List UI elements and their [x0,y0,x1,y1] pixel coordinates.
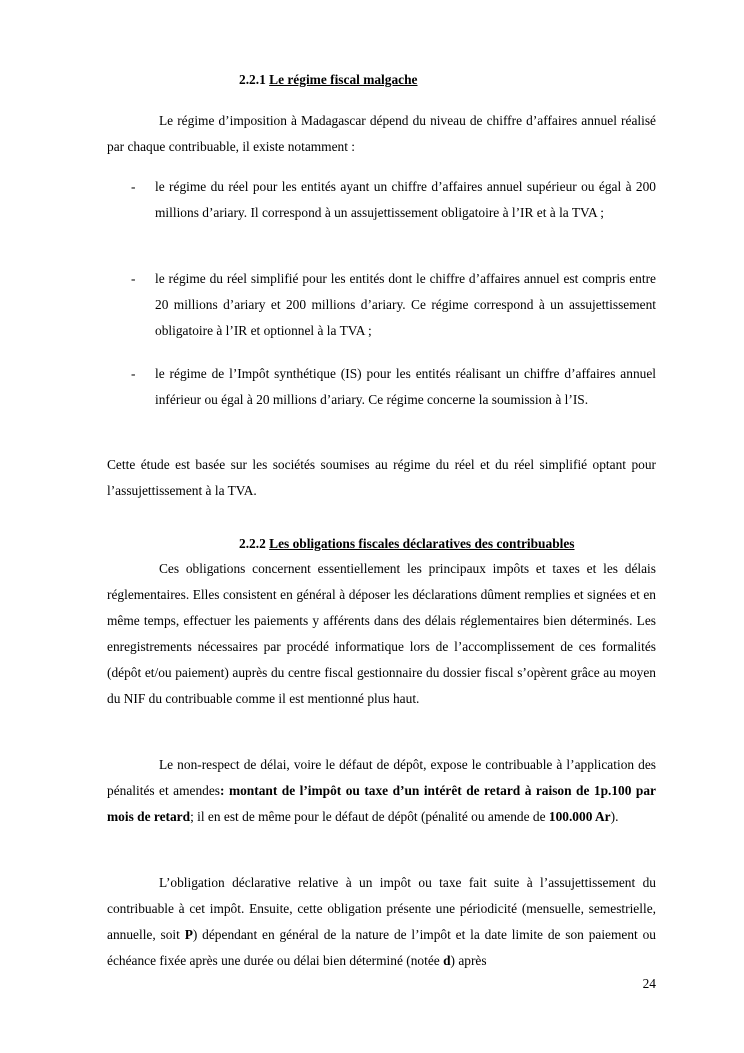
list-item-text: le régime de l’Impôt synthétique (IS) pour les entités réalisant un chiffre d’affaires annuel inférieur ou égal à 20 millions d’ariary. Ce régime concerne la soumission à l’IS. [155,366,656,407]
penalty-text-3: ). [610,809,619,824]
section-number: 2.2.1 [239,72,266,87]
penalty-text-1: Le non-respect de délai, voire le défaut de dépôt, expose le contribuable à l’application des pénalités et amendes [107,757,656,798]
list-dash: - [131,366,136,381]
section-title: Les obligations fiscales déclaratives des contribuables [269,536,575,551]
penalty-paragraph [107,752,656,830]
intro-paragraph: Le régime d’imposition à Madagascar dépend du niveau de chiffre d’affaires annuel réalisé par chaque contribuable, il existe notamment : [107,113,656,154]
penalty-text-2: ; il en est de même pour le défaut de dépôt (pénalité ou amende de [190,809,549,824]
page-number: 24 [642,976,656,991]
declarative-paragraph [107,870,656,974]
list-dash: - [131,179,136,194]
section-number: 2.2.2 [239,536,266,551]
section-title: Le régime fiscal malgache [269,72,418,87]
list-dash: - [131,271,136,286]
study-note-paragraph: Cette étude est basée sur les sociétés soumises au régime du réel et du réel simplifié optant pour l’assujettissement à la TVA. [107,457,656,498]
section-heading-2-2-1 [239,71,418,88]
declarative-text-3: ) après [450,953,487,968]
obligations-paragraph: Ces obligations concernent essentiellement les principaux impôts et taxes et les délais réglementaires. Elles consistent en général à déposer les déclarations dûment remplies et signées et en même temps, effectuer les paiements y afférents dans des délais réglementaires bien déterminés. Les enregistrements nécessaires par procédé informatique lors de l’accomplissement de ces formalités (dépôt et/ou paiement) auprès du centre fiscal gestionnaire du dossier fiscal s’opèrent grâce au moyen du NIF du contribuable comme il est mentionné plus haut. [107,561,656,706]
declarative-bold-p: P [184,927,193,942]
penalty-bold-rate: : montant de l’impôt ou taxe d’un intérêt de retard à raison de 1p.100 par mois de retard [107,783,656,824]
declarative-text-1: L’obligation déclarative relative à un impôt ou taxe fait suite à l’assujettissement du contribuable à cet impôt. Ensuite, cette obligation présente une périodicité (mensuelle, semestrielle, annuelle, soit [107,875,656,942]
declarative-text-2: ) dépendant en général de la nature de l’impôt et la date limite de son paiement ou échéance fixée après une durée ou délai bien déterminé (notée [107,927,656,968]
section-heading-2-2-2 [239,535,575,552]
list-item-text: le régime du réel pour les entités ayant un chiffre d’affaires annuel supérieur ou égal à 200 millions d’ariary. Il correspond à un assujettissement obligatoire à l’IR et à la TVA ; [155,179,656,220]
declarative-bold-d: d [443,953,451,968]
list-item-text: le régime du réel simplifié pour les entités dont le chiffre d’affaires annuel est compris entre 20 millions d’ariary et 200 millions d’ariary. Ce régime correspond à un assujettissement obligatoire à l’IR et optionnel à la TVA ; [155,271,656,338]
penalty-bold-amount: 100.000 Ar [548,809,611,824]
